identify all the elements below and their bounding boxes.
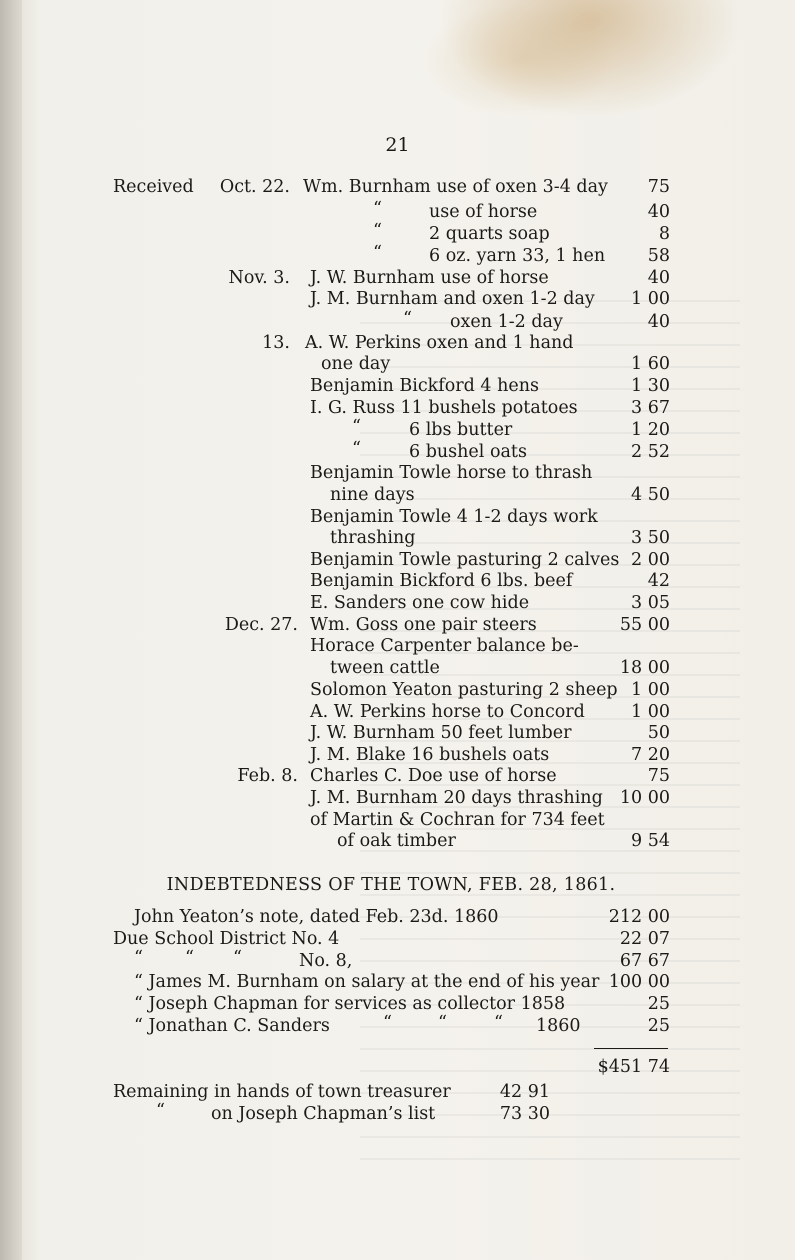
- ditto-mark: “: [494, 1013, 503, 1033]
- entry-description: nine days: [330, 485, 415, 505]
- entry-amount: 1 00: [631, 289, 670, 309]
- ditto-mark: “: [156, 1101, 165, 1121]
- entry-description: E. Sanders one cow hide: [310, 593, 530, 613]
- entry-amount: 3 05: [631, 593, 670, 613]
- page-number: 21: [385, 134, 410, 156]
- entry-description: J. W. Burnham 50 feet lumber: [310, 723, 572, 743]
- entry-description: 6 oz. yarn 33, 1 hen: [429, 246, 606, 266]
- entry-date: Feb. 8.: [237, 766, 298, 786]
- entry-date: Oct. 22.: [219, 177, 290, 197]
- debt-year: 1860: [536, 1016, 581, 1036]
- entry-amount: 2 00: [631, 550, 670, 570]
- entry-description: tween cattle: [330, 658, 440, 678]
- entry-date: 13.: [262, 333, 290, 353]
- remaining-description: on Joseph Chapman’s list: [211, 1104, 436, 1124]
- entry-description: Horace Carpenter balance be-: [310, 636, 579, 656]
- ditto-mark: “: [352, 417, 361, 437]
- debt-amount: 67 67: [619, 951, 670, 971]
- entry-amount: 1 00: [631, 680, 670, 700]
- entry-amount: 58: [647, 246, 670, 266]
- entry-description: Charles C. Doe use of horse: [310, 766, 557, 786]
- entry-description: Solomon Yeaton pasturing 2 sheep: [310, 680, 618, 700]
- entry-description: Wm. Goss one pair steers: [310, 615, 537, 635]
- entry-amount: 7 20: [631, 745, 670, 765]
- entry-description: J. M. Blake 16 bushels oats: [310, 745, 550, 765]
- entry-amount: 42: [647, 571, 670, 591]
- ditto-mark: “: [383, 1013, 392, 1033]
- debt-description: “ Joseph Chapman for services as collector 1858: [134, 994, 566, 1014]
- entry-amount: 1 60: [631, 354, 670, 374]
- entry-description: J. M. Burnham and oxen 1-2 day: [310, 289, 595, 309]
- ditto-mark: “: [185, 948, 194, 968]
- remaining-amount: 73 30: [499, 1104, 550, 1124]
- entry-description: Benjamin Bickford 4 hens: [310, 376, 539, 396]
- entry-amount: 1 20: [631, 420, 670, 440]
- entry-amount: 18 00: [619, 658, 670, 678]
- ditto-mark: “: [438, 1013, 447, 1033]
- debt-amount: 212 00: [608, 907, 670, 927]
- entry-description: 6 lbs butter: [409, 420, 513, 440]
- entry-description: oxen 1-2 day: [450, 312, 563, 332]
- remaining-amount: 42 91: [499, 1082, 550, 1102]
- debt-amount: 22 07: [619, 929, 670, 949]
- entry-amount: 9 54: [631, 831, 670, 851]
- ditto-mark: “: [134, 948, 143, 968]
- entry-description: of oak timber: [337, 831, 456, 851]
- section-heading: INDEBTEDNESS OF THE TOWN, FEB. 28, 1861.: [166, 875, 616, 895]
- entry-description: J. W. Burnham use of horse: [310, 268, 549, 288]
- entry-amount: 10 00: [619, 788, 670, 808]
- ditto-mark: “: [233, 948, 242, 968]
- entry-description: one day: [321, 354, 391, 374]
- entry-amount: 1 00: [631, 702, 670, 722]
- entry-description: use of horse: [429, 202, 538, 222]
- entry-amount: 40: [647, 202, 670, 222]
- debt-amount: 25: [647, 1016, 670, 1036]
- total-rule: [594, 1048, 668, 1049]
- entry-description: Benjamin Towle pasturing 2 calves: [310, 550, 620, 570]
- entry-description: A. W. Perkins oxen and 1 hand: [305, 333, 574, 353]
- entry-amount: 4 50: [631, 485, 670, 505]
- entry-description: Benjamin Towle horse to thrash: [310, 463, 593, 483]
- entry-amount: 50: [647, 723, 670, 743]
- ditto-mark: “: [373, 199, 382, 219]
- debt-amount: 25: [647, 994, 670, 1014]
- entry-amount: 55 00: [619, 615, 670, 635]
- debt-description: No. 8,: [299, 951, 353, 971]
- entry-description: 2 quarts soap: [429, 224, 550, 244]
- entry-amount: 8: [658, 224, 670, 244]
- ditto-mark: “: [352, 439, 361, 459]
- entry-amount: 1 30: [631, 376, 670, 396]
- debt-description: Due School District No. 4: [113, 929, 340, 949]
- ditto-mark: “: [373, 221, 382, 241]
- debt-description: John Yeaton’s note, dated Feb. 23d. 1860: [134, 907, 499, 927]
- entry-amount: 2 52: [631, 442, 670, 462]
- entry-description: of Martin & Cochran for 734 feet: [310, 810, 605, 830]
- entry-description: Wm. Burnham use of oxen 3-4 day: [303, 177, 608, 197]
- ditto-mark: “: [403, 309, 412, 329]
- entry-date: Dec. 27.: [224, 615, 298, 635]
- entry-amount: 75: [647, 766, 670, 786]
- debt-description: “ James M. Burnham on salary at the end of his year: [134, 972, 600, 992]
- entry-amount: 40: [647, 312, 670, 332]
- entry-description: Benjamin Towle 4 1-2 days work: [310, 507, 598, 527]
- entry-description: A. W. Perkins horse to Concord: [310, 702, 585, 722]
- entry-description: I. G. Russ 11 bushels potatoes: [310, 398, 578, 418]
- remaining-description: Remaining in hands of town treasurer: [113, 1082, 451, 1102]
- received-label: Received: [113, 177, 194, 197]
- entry-description: Benjamin Bickford 6 lbs. beef: [310, 571, 573, 591]
- entry-description: J. M. Burnham 20 days thrashing: [310, 788, 603, 808]
- debt-amount: 100 00: [608, 972, 670, 992]
- debt-description: “ Jonathan C. Sanders: [134, 1016, 330, 1036]
- entry-amount: 40: [647, 268, 670, 288]
- entry-description: thrashing: [330, 528, 416, 548]
- entry-amount: 3 67: [631, 398, 670, 418]
- ditto-mark: “: [373, 243, 382, 263]
- entry-date: Nov. 3.: [228, 268, 290, 288]
- book-gutter: [0, 0, 22, 1260]
- entry-amount: 3 50: [631, 528, 670, 548]
- entry-description: 6 bushel oats: [409, 442, 527, 462]
- entry-amount: 75: [647, 177, 670, 197]
- debt-total: $451 74: [597, 1057, 670, 1077]
